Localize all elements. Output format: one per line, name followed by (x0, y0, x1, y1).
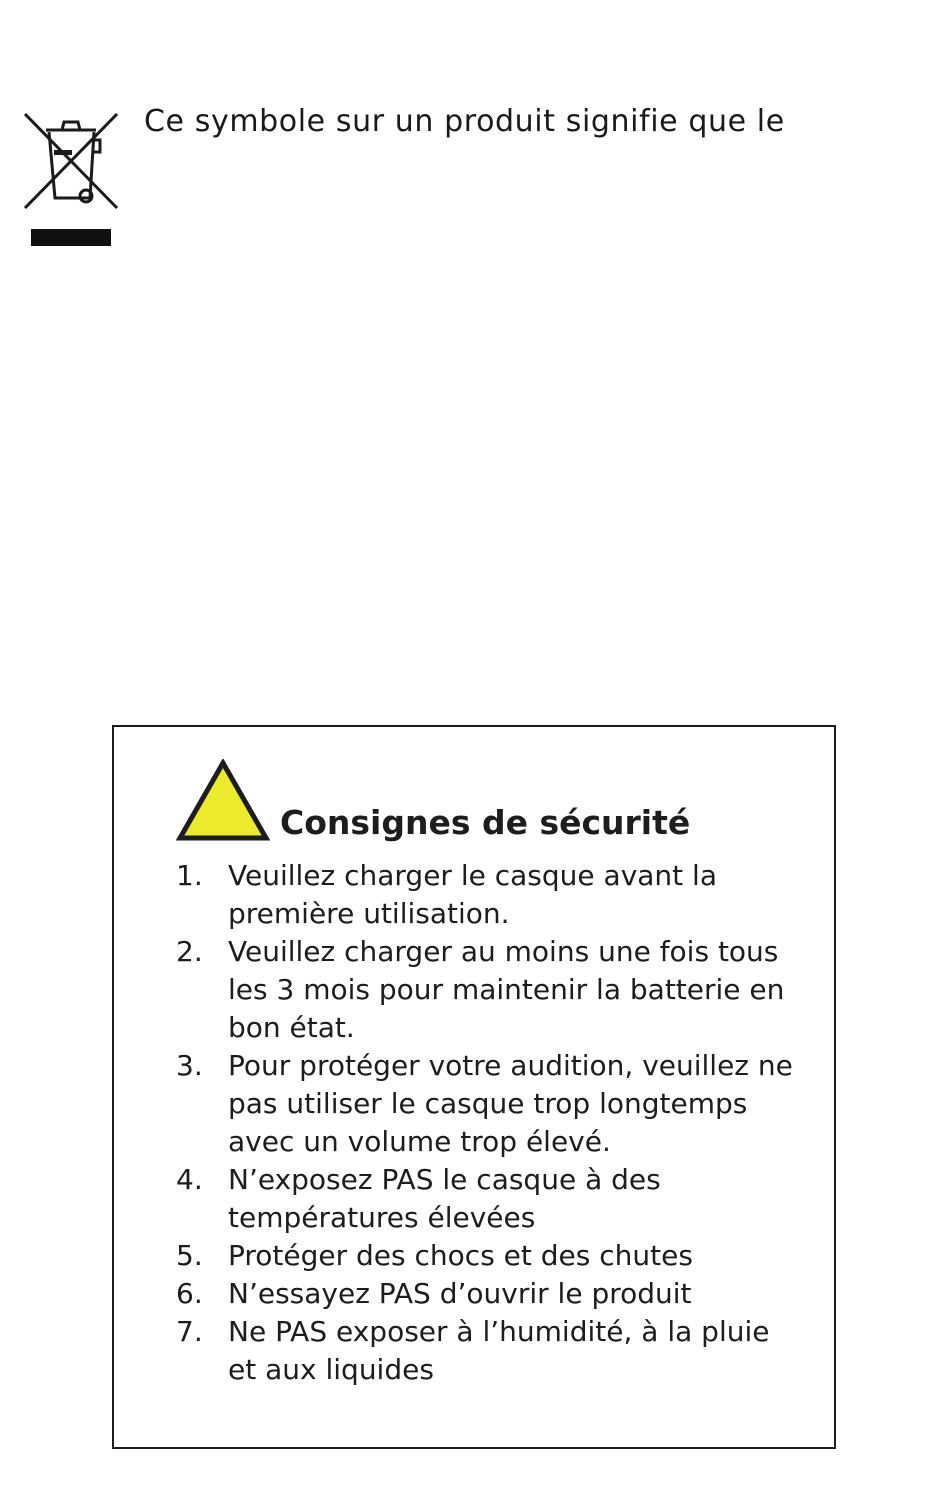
safety-header (176, 759, 796, 843)
list-item (176, 1275, 806, 1313)
list-item (176, 857, 806, 933)
item-number: 1. (176, 859, 203, 892)
item-number: 6. (176, 1277, 203, 1310)
warning-triangle-icon (176, 759, 270, 843)
item-number: 2. (176, 935, 203, 968)
item-number: 5. (176, 1239, 203, 1272)
item-text: Protéger des chocs et des chutes (228, 1239, 693, 1272)
item-text: N’exposez PAS le casque à des températures élevées (228, 1163, 661, 1234)
item-text: N’essayez PAS d’ouvrir le produit (228, 1277, 692, 1310)
list-item (176, 933, 806, 1047)
item-number: 3. (176, 1049, 203, 1082)
list-item (176, 1047, 806, 1161)
list-item (176, 1237, 806, 1275)
safety-instructions-box (112, 725, 836, 1449)
recycling-text: Ce symbole sur un produit signifie que le (144, 104, 785, 139)
item-text: Ne PAS exposer à l’humidité, à la pluie et aux liquides (228, 1315, 770, 1386)
crossed-out-bin-icon (22, 110, 122, 250)
list-item (176, 1161, 806, 1237)
safety-list (176, 857, 806, 1389)
item-text: Veuillez charger au moins une fois tous les 3 mois pour maintenir la batterie en bon état. (228, 935, 785, 1044)
list-item (176, 1313, 806, 1389)
item-number: 7. (176, 1315, 203, 1348)
item-number: 4. (176, 1163, 203, 1196)
item-text: Veuillez charger le casque avant la première utilisation. (228, 859, 717, 930)
safety-title: Consignes de sécurité (280, 803, 691, 842)
item-text: Pour protéger votre audition, veuillez ne pas utiliser le casque trop longtemps avec un volume trop élevé. (228, 1049, 793, 1158)
